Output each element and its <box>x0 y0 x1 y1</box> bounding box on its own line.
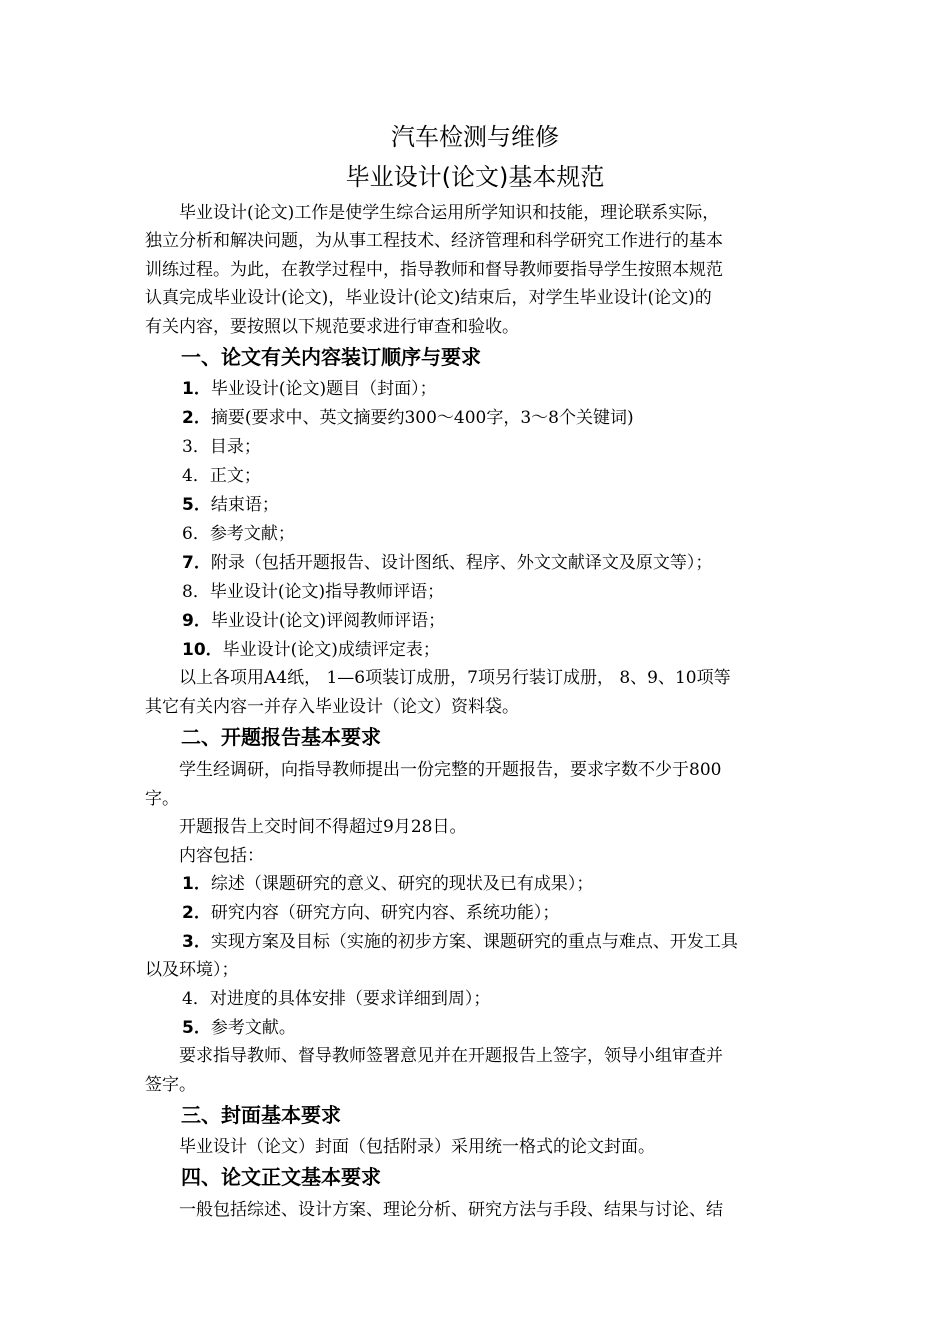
list-item: 2．研究内容（研究方向、研究内容、系统功能）； <box>182 903 560 923</box>
list-item: 5．参考文献。 <box>182 1018 296 1038</box>
section-heading-2: 二、开题报告基本要求 <box>181 725 381 749</box>
paragraph-line: 开题报告上交时间不得超过9月28日。 <box>145 817 467 837</box>
intro-line: 毕业设计(论文)工作是使学生综合运用所学知识和技能，理论联系实际， <box>145 203 720 223</box>
list-item: 8．毕业设计(论文)指导教师评语； <box>182 582 445 602</box>
list-item: 1．毕业设计(论文)题目（封面）； <box>182 379 437 399</box>
intro-line: 认真完成毕业设计(论文)，毕业设计(论文)结束后，对学生毕业设计(论文)的 <box>145 288 712 308</box>
list-item: 7．附录（包括开题报告、设计图纸、程序、外文文献译文及原文等）； <box>182 553 713 573</box>
note-line: 以上各项用A4纸， 1—6项装订成册，7项另行装订成册， 8、9、10项等 <box>145 668 731 688</box>
list-item: 9．毕业设计(论文)评阅教师评语； <box>182 611 446 631</box>
intro-line: 训练过程。为此，在教学过程中，指导教师和督导教师要指导学生按照本规范 <box>145 260 723 280</box>
intro-line: 独立分析和解决问题，为从事工程技术、经济管理和科学研究工作进行的基本 <box>145 231 723 251</box>
paragraph-line: 签字。 <box>145 1075 196 1095</box>
list-item: 4．正文； <box>182 466 261 486</box>
list-item: 4．对进度的具体安排（要求详细到周）； <box>182 989 491 1009</box>
intro-line: 有关内容，要按照以下规范要求进行审查和验收。 <box>145 317 519 337</box>
section-heading-3: 三、封面基本要求 <box>181 1103 341 1127</box>
list-item: 5．结束语； <box>182 495 279 515</box>
section-heading-4: 四、论文正文基本要求 <box>181 1165 381 1189</box>
paragraph-line: 学生经调研，向指导教师提出一份完整的开题报告，要求字数不少于800 <box>145 760 722 780</box>
list-item: 2．摘要(要求中、英文摘要约300～400字，3～8个关键词) <box>182 408 634 428</box>
doc-subtitle: 毕业设计(论文)基本规范 <box>345 163 605 191</box>
doc-title: 汽车检测与维修 <box>391 123 559 151</box>
list-item: 3．实现方案及目标（实施的初步方案、课题研究的重点与难点、开发工具 <box>182 932 738 952</box>
section-heading-1: 一、论文有关内容装订顺序与要求 <box>181 345 481 369</box>
paragraph-line: 一般包括综述、设计方案、理论分析、研究方法与手段、结果与讨论、结 <box>145 1200 723 1220</box>
paragraph-line: 毕业设计（论文）封面（包括附录）采用统一格式的论文封面。 <box>145 1137 655 1157</box>
list-item: 3．目录； <box>182 437 261 457</box>
paragraph-line: 要求指导教师、督导教师签署意见并在开题报告上签字，领导小组审查并 <box>145 1046 723 1066</box>
list-item: 1．综述（课题研究的意义、研究的现状及已有成果）； <box>182 874 594 894</box>
list-item: 6．参考文献； <box>182 524 295 544</box>
paragraph-line: 以及环境）； <box>145 960 239 980</box>
paragraph-line: 内容包括： <box>145 846 264 866</box>
paragraph-line: 字。 <box>145 789 179 809</box>
list-item: 10．毕业设计(论文)成绩评定表； <box>182 640 440 660</box>
note-line: 其它有关内容一并存入毕业设计（论文）资料袋。 <box>145 697 519 717</box>
